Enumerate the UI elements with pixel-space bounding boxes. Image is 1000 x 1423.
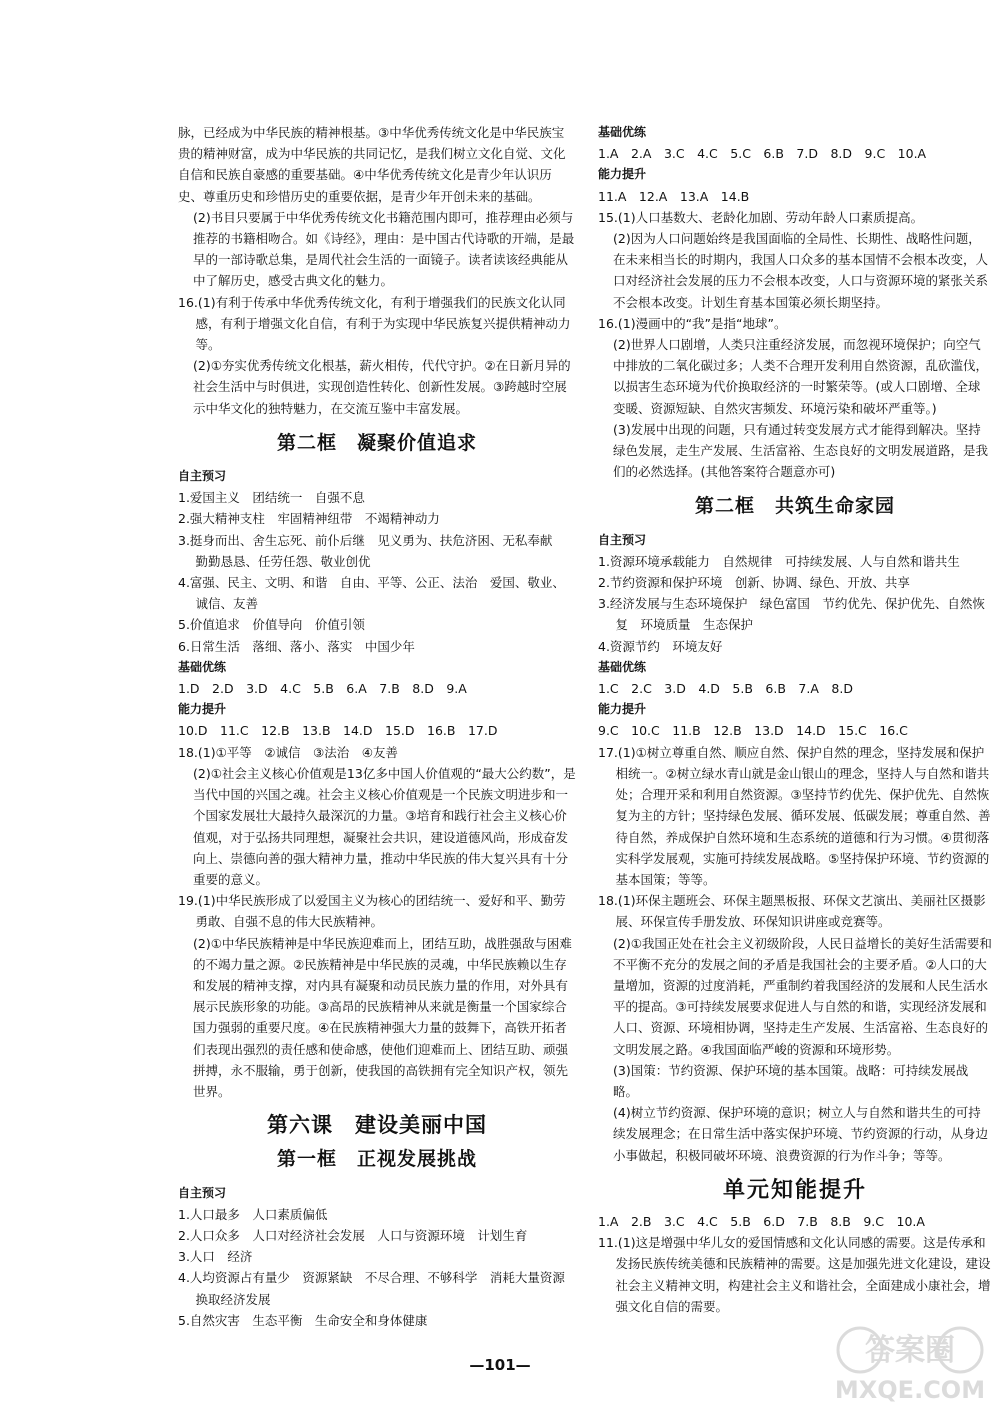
answer-item: 5.自然灾害 生态平衡 生命安全和身体健康 <box>178 1312 428 1328</box>
answer-item: 9.C 10.C 11.B 12.B 13.D 14.D 15.C 16.C <box>598 723 908 739</box>
section-label: 能力提升 <box>598 702 647 717</box>
answer-sub-item: (2)①社会主义核心价值观是13亿多中国人价值观的“最大公约数”，是当代中国的兴国之魂。社会主义核心价值观是一个民族文明进步和一个国家发展壮大最持久最深沉的力量。③培育和践行社会主义核心价值观，对于弘扬共同理想，凝聚社会共识，建设道德风尚，形成奋发向上、崇德向善的强大精神力量，推动中华民族的伟大复兴具有十分重要的意义。 <box>193 765 576 887</box>
answer-item: 15.(1)人口基数大、老龄化加剧、劳动年龄人口素质提高。 <box>598 209 924 225</box>
paragraph: 脉，已经成为中华民族的精神根基。③中华优秀传统文化是中华民族宝贵的精神财富，成为中华民族的共同记忆，是我们树立文化自觉、文化自信和民族自豪感的重要基础。④中华优秀传统文化是青少年认识历史、尊重历史和珍惜历史的重要依据，是青少年开创未来的基础。 <box>178 125 566 204</box>
answer-item: 16.(1)漫画中的“我”是指“地球”。 <box>598 315 787 331</box>
section-label: 基础优练 <box>598 659 647 674</box>
answer-item: 3.挺身而出、舍生忘死、前仆后继 见义勇为、扶危济困、无私奉献 勤勤恳恳、任劳任怨、敬业创优 <box>178 532 565 569</box>
section-label: 自主预习 <box>178 469 227 484</box>
answer-sub-item: (4)树立节约资源、保护环境的意识；树立人与自然和谐共生的可持续发展理念；在日常生活中落实保护环境、节约资源的行动，从身边小事做起，积极同破坏环境、浪费资源的行为作斗争；等等。 <box>613 1105 989 1163</box>
frame-heading: 第二框 共筑生命家园 <box>694 495 895 518</box>
frame-heading: 第一框 正视发展挑战 <box>276 1148 477 1171</box>
answer-sub-item: (2)①我国正处在社会主义初级阶段，人民日益增长的美好生活需要和不平衡不充分的发展之间的矛盾是我国社会的主要矛盾。②人口的大量增加，资源的过度消耗，严重制约着我国经济的发展和人民生活水平的提高。③可持续发展要求促进人与自然的和谐，实现经济发展和人口、资源、环境相协调，坚持走生产发展、生活富裕、生态良好的文明发展之路。④我国面临严峻的资源和环境形势。 <box>613 935 992 1057</box>
answer-item: 1.A 2.A 3.C 4.C 5.C 6.B 7.D 8.D 9.C 10.A <box>598 146 927 162</box>
answer-item: 1.人口最多 人口素质偏低 <box>178 1206 328 1222</box>
answer-item: 16.(1)有利于传承中华优秀传统文化，有利于增强我们的民族文化认同感，有利于增强文化自信，有利于为实现中华民族复兴提供精神动力等。 <box>178 294 571 353</box>
right-column <box>598 122 992 1317</box>
answer-sub-item: (2)书目只要属于中华优秀传统文化书籍范围内即可，推荐理由必须与推荐的书籍相吻合。如《诗经》，理由：是中国古代诗歌的开端，是最早的一部诗歌总集，是周代社会生活的一面镜子。读者读该经典能从中了解历史，感受古典文化的魅力。 <box>193 209 575 289</box>
answer-item: 1.爱国主义 团结统一 自强不息 <box>178 490 365 506</box>
watermark-logo <box>830 1320 990 1410</box>
left-column <box>178 122 576 1331</box>
answer-sub-item: (2)①中华民族精神是中华民族迎难而上，团结互助，战胜强敌与困难的不竭力量之源。②民族精神是中华民族的灵魂，中华民族赖以生存和发展的精神支撑，对内具有凝聚和动员民族力量的作用，对外具有展示民族形象的功能。③高昂的民族精神从来就是衡量一个国家综合国力强弱的重要尺度。④在民族精神强大力量的鼓舞下，高铁开拓者们表现出强烈的责任感和使命感，使他们迎难而上、团结互助、顽强拼搏，永不服输，勇于创新，使我国的高铁拥有完全知识产权，领先世界。 <box>193 935 572 1099</box>
lesson-heading: 第六课 建设美丽中国 <box>267 1112 487 1138</box>
watermark-top: 答案圈 <box>865 1333 955 1368</box>
answer-item: 10.D 11.C 12.B 13.B 14.D 15.D 16.B 17.D <box>178 723 498 739</box>
answer-item: 3.人口 经济 <box>178 1249 253 1265</box>
answer-item: 2.强大精神支柱 牢固精神纽带 不竭精神动力 <box>178 511 440 527</box>
section-label: 自主预习 <box>178 1185 227 1200</box>
section-label: 自主预习 <box>598 532 647 547</box>
answer-item: 1.C 2.C 3.D 4.D 5.B 6.B 7.A 8.D <box>598 681 853 697</box>
section-label: 基础优练 <box>598 125 647 139</box>
watermark-bottom: MXQE.COM <box>834 1376 986 1404</box>
answer-item: 19.(1)中华民族形成了以爱国主义为核心的团结统一、爱好和平、勤劳勇敢、自强不息的伟大民族精神。 <box>178 893 566 930</box>
answer-sub-item: (3)发展中出现的问题，只有通过转变发展方式才能得到解决。坚持绿色发展，走生产发展、生活富裕、生态良好的文明发展道路，是我们的必然选择。(其他答案符合题意亦可) <box>613 421 989 480</box>
answer-item: 18.(1)环保主题班会、环保主题黑板报、环保文艺演出、美丽社区摄影展、环保宣传手册发放、环保知识讲座或竞赛等。 <box>598 893 986 930</box>
answer-item: 18.(1)①平等 ②诚信 ③法治 ④友善 <box>178 744 398 760</box>
answer-item: 5.价值追求 价值导向 价值引领 <box>178 617 365 633</box>
answer-sub-item: (2)①夯实优秀传统文化根基，薪火相传，代代守护。②在日新月异的社会生活中与时俱进，实现创造性转化、创新性发展。③跨越时空展示中华文化的独特魅力，在交流互鉴中丰富发展。 <box>193 358 571 416</box>
answer-sub-item: (2)世界人口剧增，人类只注重经济发展，而忽视环境保护；向空气中排放的二氧化碳过多；人类不合理开发利用自然资源，乱砍滥伐，以损害生态环境为代价换取经济的一时繁荣等。(或人口剧增、全球变暖、资源短缺、自然灾害频发、环境污染和破坏严重等。) <box>613 337 989 416</box>
section-label: 基础优练 <box>178 659 227 674</box>
answer-item: 6.日常生活 落细、落小、落实 中国少年 <box>178 638 415 654</box>
answer-sub-item: (3)国策：节约资源、保护环境的基本国策。战略：可持续发展战略。 <box>613 1062 969 1099</box>
answer-item: 2.人口众多 人口对经济社会发展 人口与资源环境 计划生育 <box>178 1227 528 1243</box>
section-label: 能力提升 <box>178 702 227 717</box>
answer-item: 11.(1)这是增强中华儿女的爱国情感和文化认同感的需要。这是传承和发扬民族传统美德和民族精神的需要。这是加强先进文化建设，建设社会主义精神文明，构建社会主义和谐社会，全面建成小康社会，增强文化自信的需要。 <box>598 1235 991 1314</box>
answer-item: 4.资源节约 环境友好 <box>598 638 723 654</box>
answer-item: 11.A 12.A 13.A 14.B <box>598 188 750 204</box>
frame-heading: 第二框 凝聚价值追求 <box>276 431 477 454</box>
answer-item: 3.经济发展与生态环境保护 绿色富国 节约优先、保护优先、自然恢复 环境质量 生态保护 <box>598 596 985 633</box>
answer-sub-item: (2)因为人口问题始终是我国面临的全局性、长期性、战略性问题，在未来相当长的时期内，我国人口众多的基本国情不会根本改变，人口对经济社会发展的压力不会根本改变，人口与资源环境的紧张关系不会根本改变。计划生育基本国策必须长期坚持。 <box>613 231 989 310</box>
section-label: 能力提升 <box>598 167 647 182</box>
answer-item: 2.节约资源和保护环境 创新、协调、绿色、开放、共享 <box>598 575 910 591</box>
page-number: —101— <box>469 1356 531 1374</box>
answer-item: 17.(1)①树立尊重自然、顺应自然、保护自然的理念，坚持发展和保护相统一。②树立绿水青山就是金山银山的理念，坚持人与自然和谐共处；合理开采和利用自然资源。③坚持节约优先、保护优先、自然恢复为主的方针；坚持绿色发展、循环发展、低碳发展；尊重自然、善待自然，养成保护自然环境和生态系统的道德和行为习惯。④贯彻落实科学发展观，实施可持续发展战略。⑤坚持保护环境、节约资源的基本国策；等等。 <box>598 744 991 887</box>
answer-item: 4.富强、民主、文明、和谐 自由、平等、公正、法治 爱国、敬业、诚信、友善 <box>178 575 565 612</box>
answer-item: 1.D 2.D 3.D 4.C 5.B 6.A 7.B 8.D 9.A <box>178 681 467 697</box>
answer-item: 1.A 2.B 3.C 4.C 5.B 6.D 7.B 8.B 9.C 10.A <box>598 1213 925 1229</box>
answer-item: 1.资源环境承载能力 自然规律 可持续发展、人与自然和谐共生 <box>598 553 960 569</box>
unit-heading: 单元知能提升 <box>722 1177 867 1203</box>
answer-item: 4.人均资源占有量少 资源紧缺 不尽合理、不够科学 消耗大量资源换取经济发展 <box>178 1270 565 1307</box>
